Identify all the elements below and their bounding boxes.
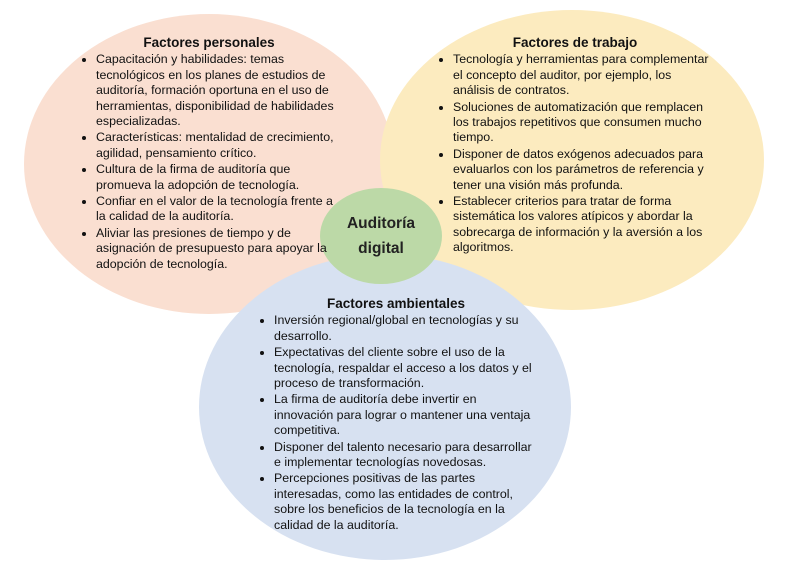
list-item: • Establecer criterios para tratar de forma sistemática los valores atípicos y abordar la sobrecarga de información y la aversión a los algoritmos. <box>453 194 715 256</box>
personal-factors-panel <box>78 35 340 273</box>
environmental-factors-title: Factores ambientales <box>326 296 466 311</box>
list-item: • Tecnología y herramientas para complementar el concepto del auditor, por ejemplo, los análisis de contratos. <box>453 52 715 98</box>
list-item: • Expectativas del cliente sobre el uso de la tecnología, respaldar el acceso a los datos y el proceso de transformación. <box>274 345 536 391</box>
list-item: • Cultura de la firma de auditoría que promueva la adopción de tecnología. <box>96 162 340 193</box>
list-item: • Percepciones positivas de las partes interesadas, como las entidades de control, sobre los beneficios de la tecnología en la calidad de la auditoría. <box>274 471 536 533</box>
personal-factors-title: Factores personales <box>143 35 275 50</box>
work-factors-title: Factores de trabajo <box>512 35 638 50</box>
environmental-factors-panel <box>256 296 536 534</box>
list-item: • Disponer del talento necesario para desarrollar e implementar tecnologías novedosas. <box>274 440 536 471</box>
work-factors-panel <box>435 35 715 257</box>
list-item: • Disponer de datos exógenos adecuados para evaluarlos con los parámetros de referencia y tener una visión más profunda. <box>453 147 715 193</box>
list-item: • Aliviar las presiones de tiempo y de asignación de presupuesto para apoyar la adopción de tecnología. <box>96 226 340 272</box>
list-item: • Soluciones de automatización que remplacen los trabajos repetitivos que consumen mucho tiempo. <box>453 100 715 146</box>
list-item: • La firma de auditoría debe invertir en innovación para lograr o mantener una ventaja competitiva. <box>274 392 536 438</box>
list-item: • Confiar en el valor de la tecnología frente a la calidad de la auditoría. <box>96 194 340 225</box>
center-label-line2: digital <box>358 240 404 257</box>
work-factors-list <box>435 52 715 255</box>
center-label <box>320 211 442 261</box>
list-item: • Capacitación y habilidades: temas tecnológicos en los planes de estudios de auditoría, formación oportuna en el uso de herramientas, disponibilidad de habilidades especializadas. <box>96 52 340 129</box>
environmental-factors-list <box>256 313 536 533</box>
personal-factors-list <box>78 52 340 272</box>
center-label-line1: Auditoría <box>346 215 416 232</box>
list-item: • Características: mentalidad de crecimiento, agilidad, pensamiento crítico. <box>96 130 340 161</box>
list-item: • Inversión regional/global en tecnologías y su desarrollo. <box>274 313 536 344</box>
